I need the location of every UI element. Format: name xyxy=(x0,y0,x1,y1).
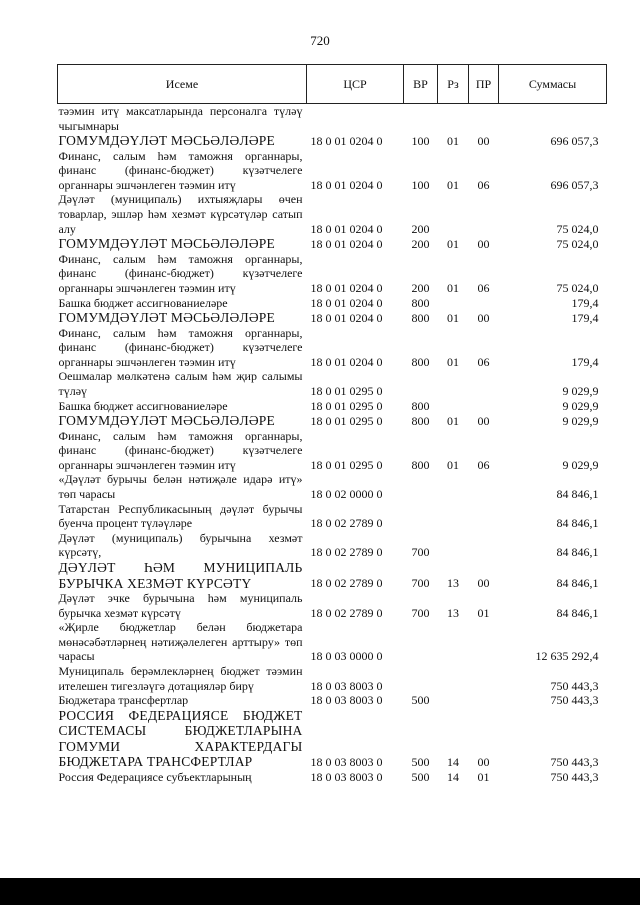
row-pr: 00 xyxy=(477,414,490,429)
row-rz: 13 xyxy=(447,605,459,620)
row-csr: 18 0 01 0295 0 xyxy=(310,457,383,472)
table-row xyxy=(58,429,607,473)
row-name: ГОМУМДӘҮЛӘТ МӘСЬӘЛӘЛӘРЕ xyxy=(58,133,275,149)
table-row xyxy=(58,531,607,560)
table-row xyxy=(58,472,607,501)
row-csr: 18 0 01 0204 0 xyxy=(310,311,383,326)
table-row xyxy=(58,104,607,134)
row-rz: 01 xyxy=(447,237,459,252)
row-csr: 18 0 01 0204 0 xyxy=(310,177,383,192)
row-sum: 9 029,9 xyxy=(562,414,599,429)
row-pr xyxy=(469,369,499,398)
row-sum: 179,4 xyxy=(571,311,599,326)
table-row xyxy=(58,708,607,770)
row-rz: 13 xyxy=(447,576,459,591)
row-vr xyxy=(404,620,438,664)
row-pr xyxy=(469,693,499,708)
row-csr: 18 0 01 0295 0 xyxy=(310,398,383,413)
row-vr: 800 xyxy=(411,457,430,472)
row-sum: 84 846,1 xyxy=(556,576,599,591)
row-name: Дәүләт эчке бурычына һәм муниципаль бурычка хезмәт күрсәтү xyxy=(58,591,303,620)
row-vr: 100 xyxy=(411,177,430,192)
budget-table xyxy=(57,64,607,784)
row-name: Муниципаль берәмлекләрнең бюджет тәэмин ителешен тигезләүгә дотацияләр бирү xyxy=(58,664,303,693)
table-row xyxy=(58,591,607,620)
row-pr: 06 xyxy=(477,280,490,295)
row-csr: 18 0 01 0204 0 xyxy=(310,134,383,149)
table-row xyxy=(58,192,607,236)
row-vr: 700 xyxy=(411,545,430,560)
row-csr: 18 0 03 8003 0 xyxy=(310,678,383,693)
header-csr: ЦСР xyxy=(307,65,404,104)
header-rz: Рз xyxy=(438,65,469,104)
row-sum: 750 443,3 xyxy=(550,693,599,708)
row-pr xyxy=(469,104,499,134)
row-name: Финанс, салым һәм таможня органнары, финанс (финанс-бюджет) күзәтчелеге органнары эшчәнлеген тәэмин итү xyxy=(58,325,303,369)
row-rz: 01 xyxy=(447,134,459,149)
row-pr xyxy=(469,531,499,560)
row-csr: 18 0 03 8003 0 xyxy=(310,769,383,784)
row-name: Дәүләт (муниципаль) бурычына хезмәт күрсәтү, xyxy=(58,530,303,560)
row-csr: 18 0 03 0000 0 xyxy=(310,649,383,664)
row-sum: 75 024,0 xyxy=(556,221,599,236)
row-vr xyxy=(404,369,438,398)
table-row xyxy=(58,326,607,370)
row-rz: 01 xyxy=(447,177,459,192)
row-pr: 00 xyxy=(477,237,490,252)
table-row xyxy=(58,413,607,429)
row-name: Бюджетара трансфертлар xyxy=(58,693,189,708)
row-sum: 84 846,1 xyxy=(556,487,599,502)
row-csr xyxy=(307,104,404,134)
row-sum: 84 846,1 xyxy=(556,605,599,620)
table-row xyxy=(58,560,607,591)
row-rz xyxy=(438,531,469,560)
header-vr: ВР xyxy=(404,65,438,104)
row-name: «Дәүләт бурычы белән нәтиҗәле идарә итү» төп чарасы xyxy=(58,472,303,502)
row-rz xyxy=(438,192,469,236)
row-csr: 18 0 01 0204 0 xyxy=(310,280,383,295)
row-csr: 18 0 02 2789 0 xyxy=(310,576,383,591)
row-csr: 18 0 03 8003 0 xyxy=(310,755,383,770)
row-sum: 9 029,9 xyxy=(562,398,599,413)
row-sum: 84 846,1 xyxy=(556,545,599,560)
row-sum: 179,4 xyxy=(571,354,599,369)
row-pr: 06 xyxy=(477,457,490,472)
row-csr: 18 0 01 0204 0 xyxy=(310,221,383,236)
table-row xyxy=(58,693,607,708)
header-sum: Суммасы xyxy=(499,65,607,104)
row-name: Финанс, салым һәм таможня органнары, финанс (финанс-бюджет) күзәтчелеге органнары эшчәнлеген тәэмин итү xyxy=(58,148,303,192)
row-sum: 9 029,9 xyxy=(562,457,599,472)
row-pr xyxy=(469,399,499,414)
table-body xyxy=(58,104,607,785)
row-sum: 750 443,3 xyxy=(550,769,599,784)
row-sum xyxy=(499,104,607,134)
table-row xyxy=(58,664,607,693)
row-vr: 200 xyxy=(411,280,430,295)
row-name: Башка бюджет ассигнованиеләре xyxy=(58,398,228,413)
row-vr: 100 xyxy=(411,134,430,149)
row-vr xyxy=(404,502,438,531)
row-vr: 700 xyxy=(411,576,430,591)
row-pr: 06 xyxy=(477,177,490,192)
row-rz xyxy=(438,369,469,398)
row-csr: 18 0 01 0204 0 xyxy=(310,354,383,369)
row-pr xyxy=(469,296,499,311)
table-row xyxy=(58,502,607,531)
row-pr: 00 xyxy=(477,311,490,326)
row-sum: 12 635 292,4 xyxy=(535,649,599,664)
row-rz xyxy=(438,620,469,664)
row-csr: 18 0 01 0204 0 xyxy=(310,295,383,310)
row-name: ГОМУМДӘҮЛӘТ МӘСЬӘЛӘЛӘРЕ xyxy=(58,413,275,429)
row-name: «Җирле бюджетлар белән бюджетара мөнәсәбәтләрнең нәтиҗәлелеген арттыру» төп чарасы xyxy=(58,620,303,664)
table-row xyxy=(58,310,607,326)
row-name: Оешмалар мөлкәтенә салым һәм җир салымы түләү xyxy=(58,369,303,398)
row-vr: 800 xyxy=(411,414,430,429)
row-vr xyxy=(404,472,438,501)
row-rz xyxy=(438,399,469,414)
row-rz xyxy=(438,472,469,501)
header-pr: ПР xyxy=(469,65,499,104)
row-name: Дәүләт (муниципаль) ихтыяҗлары өчен товарлар, эшләр һәм хезмәт күрсәтүләр сатып алу xyxy=(58,192,303,236)
table-row xyxy=(58,252,607,296)
row-vr: 800 xyxy=(411,398,430,413)
table-row xyxy=(58,236,607,252)
row-sum: 84 846,1 xyxy=(556,516,599,531)
row-pr: 01 xyxy=(477,605,490,620)
row-rz: 01 xyxy=(447,457,459,472)
row-csr: 18 0 02 2789 0 xyxy=(310,545,383,560)
row-pr: 01 xyxy=(477,769,490,784)
row-name: ГОМУМДӘҮЛӘТ МӘСЬӘЛӘЛӘРЕ xyxy=(58,310,275,326)
row-pr xyxy=(469,664,499,693)
row-csr: 18 0 02 0000 0 xyxy=(310,487,383,502)
row-name: Башка бюджет ассигнованиеләре xyxy=(58,295,228,310)
row-name: РОССИЯ ФЕДЕРАЦИЯСЕ БЮДЖЕТ СИСТЕМАСЫ БЮДЖЕТЛАРЫНА ГОМУМИ ХАРАКТЕРДАГЫ БЮДЖЕТАРА ТРАНСФЕРТЛАР xyxy=(58,707,303,770)
row-csr: 18 0 01 0295 0 xyxy=(310,414,383,429)
table-row xyxy=(58,133,607,149)
table-row xyxy=(58,399,607,414)
row-name: тәэмин итү максатларында персоналга түләү чыгымнары xyxy=(58,104,303,133)
table-row xyxy=(58,770,607,785)
row-name: ГОМУМДӘҮЛӘТ МӘСЬӘЛӘЛӘРЕ xyxy=(58,236,275,252)
row-vr: 500 xyxy=(411,755,430,770)
table-header xyxy=(58,65,607,104)
table-row xyxy=(58,369,607,398)
table-row xyxy=(58,296,607,311)
row-vr: 200 xyxy=(411,221,430,236)
row-pr: 00 xyxy=(477,134,490,149)
row-vr: 800 xyxy=(411,354,430,369)
row-sum: 9 029,9 xyxy=(562,384,599,398)
row-sum: 696 057,3 xyxy=(550,134,599,149)
row-rz: 14 xyxy=(447,755,459,770)
row-sum: 696 057,3 xyxy=(550,177,599,192)
row-vr: 700 xyxy=(411,605,430,620)
row-rz: 01 xyxy=(447,414,459,429)
row-sum: 750 443,3 xyxy=(550,755,599,770)
row-name: Финанс, салым һәм таможня органнары, финанс (финанс-бюджет) күзәтчелеге органнары эшчәнлеген тәэмин итү xyxy=(58,428,303,472)
row-vr: 500 xyxy=(411,693,430,708)
table-row xyxy=(58,149,607,193)
row-vr xyxy=(404,664,438,693)
row-rz: 01 xyxy=(447,354,459,369)
row-rz: 14 xyxy=(447,769,459,784)
row-name: Россия Федерациясе субъектларының xyxy=(58,769,252,784)
row-pr: 00 xyxy=(477,576,490,591)
row-rz: 01 xyxy=(447,280,459,295)
row-rz xyxy=(438,693,469,708)
row-sum: 75 024,0 xyxy=(556,280,599,295)
row-vr: 500 xyxy=(411,769,430,784)
row-pr xyxy=(469,472,499,501)
row-rz: 01 xyxy=(447,311,459,326)
row-rz xyxy=(438,664,469,693)
row-vr: 800 xyxy=(411,295,430,310)
row-pr xyxy=(469,192,499,236)
row-csr: 18 0 01 0295 0 xyxy=(310,384,383,398)
row-pr xyxy=(469,620,499,664)
row-vr: 200 xyxy=(411,237,430,252)
table-row xyxy=(58,620,607,664)
row-rz xyxy=(438,296,469,311)
row-vr: 800 xyxy=(411,311,430,326)
row-name: Татарстан Республикасының дәүләт бурычы буенча процент түләүләре xyxy=(58,501,303,531)
page-number: 720 xyxy=(310,33,330,48)
row-sum: 750 443,3 xyxy=(550,678,599,693)
header-name: Исеме xyxy=(58,65,307,104)
row-sum: 179,4 xyxy=(571,295,599,310)
row-rz xyxy=(438,104,469,134)
row-name: ДӘҮЛӘТ ҺӘМ МУНИЦИПАЛЬ БУРЫЧКА ХЕЗМӘТ КҮРСӘТҮ xyxy=(58,560,303,591)
row-csr: 18 0 03 8003 0 xyxy=(310,693,383,708)
row-csr: 18 0 02 2789 0 xyxy=(310,516,383,531)
row-csr: 18 0 02 2789 0 xyxy=(310,605,383,620)
row-pr: 06 xyxy=(477,354,490,369)
row-pr: 00 xyxy=(477,755,490,770)
row-sum: 75 024,0 xyxy=(556,237,599,252)
row-pr xyxy=(469,502,499,531)
row-csr: 18 0 01 0204 0 xyxy=(310,237,383,252)
row-name: Финанс, салым һәм таможня органнары, финанс (финанс-бюджет) күзәтчелеге органнары эшчәнлеген тәэмин итү xyxy=(58,251,303,295)
row-vr xyxy=(404,104,438,134)
row-rz xyxy=(438,502,469,531)
scan-bottom-edge xyxy=(0,878,640,905)
